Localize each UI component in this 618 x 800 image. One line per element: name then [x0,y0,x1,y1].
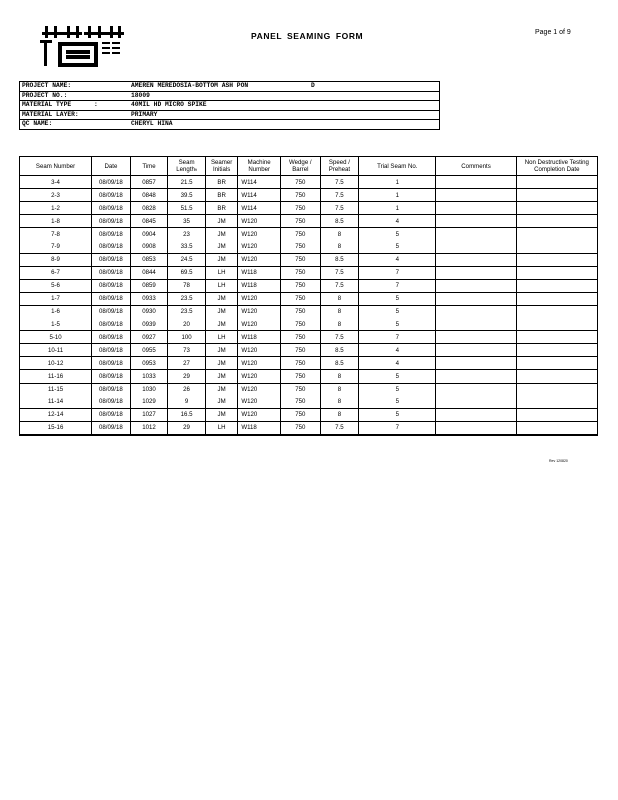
cell-date: 08/09/18 [92,279,131,292]
table-row [20,266,598,279]
cell-time: 0933 [130,292,168,305]
cell-date: 08/09/18 [92,318,131,331]
cell-seam-length: 23.5 [168,292,206,305]
qc-name-value: CHERYL HINA [131,120,173,128]
qc-name-row [20,120,439,129]
cell-nd-testing [516,383,597,396]
cell-machine-number: W120 [238,408,281,421]
cell-machine-number: W114 [238,189,281,202]
cell-seamer-initials: LH [205,421,238,435]
cell-comments [436,292,516,305]
material-layer-label: MATERIAL LAYER: [22,110,79,118]
table-row [20,202,598,215]
cell-date: 08/09/18 [92,344,131,357]
table-row [20,253,598,266]
project-number-value: 18009 [131,91,150,99]
cell-trial-seam: 7 [359,421,436,435]
page-number: Page 1 of 9 [535,29,571,36]
cell-seamer-initials: BR [205,176,238,189]
cell-time: 0828 [130,202,168,215]
cell-machine-number: W120 [238,253,281,266]
qc-name-label: QC NAME: [22,120,53,128]
cell-nd-testing [516,253,597,266]
cell-machine-number: W120 [238,396,281,409]
cell-seam-number: 11-16 [20,370,92,383]
cell-seam-length: 69.5 [168,266,206,279]
cell-wedge-barrel: 750 [281,253,321,266]
cell-seam-number: 7-8 [20,228,92,241]
cell-time: 0859 [130,279,168,292]
cell-speed-preheat: 8 [320,228,359,241]
cell-time: 0939 [130,318,168,331]
table-row [20,305,598,318]
cell-comments [436,370,516,383]
cell-wedge-barrel: 750 [281,396,321,409]
cell-seamer-initials: JM [205,396,238,409]
cell-trial-seam: 5 [359,240,436,253]
cell-nd-testing [516,240,597,253]
cell-seam-number: 1-8 [20,215,92,228]
cell-seam-number: 15-16 [20,421,92,435]
cell-time: 0844 [130,266,168,279]
cell-machine-number: W120 [238,383,281,396]
cell-machine-number: W120 [238,240,281,253]
cell-seamer-initials: JM [205,305,238,318]
cell-seam-length: 39.5 [168,189,206,202]
cell-time: 1029 [130,396,168,409]
table-row [20,331,598,344]
revision-note: Rev 120820 [549,459,568,463]
cell-machine-number: W120 [238,318,281,331]
cell-trial-seam: 4 [359,253,436,266]
cell-comments [436,344,516,357]
col-seamer-initials: Seamer Initials [205,157,238,176]
cell-wedge-barrel: 750 [281,357,321,370]
cell-speed-preheat: 8 [320,408,359,421]
cell-trial-seam: 4 [359,215,436,228]
table-row [20,396,598,409]
cell-wedge-barrel: 750 [281,370,321,383]
cell-seam-number: 1-7 [20,292,92,305]
cell-nd-testing [516,357,597,370]
cell-seamer-initials: BR [205,189,238,202]
seaming-table [19,156,598,436]
cell-seamer-initials: LH [205,331,238,344]
table-row [20,176,598,189]
cell-machine-number: W120 [238,215,281,228]
cell-comments [436,408,516,421]
cell-machine-number: W118 [238,421,281,435]
cell-comments [436,240,516,253]
cell-trial-seam: 5 [359,408,436,421]
cell-wedge-barrel: 750 [281,176,321,189]
project-number-row [20,92,439,102]
cell-time: 0930 [130,305,168,318]
cell-date: 08/09/18 [92,176,131,189]
cell-trial-seam: 5 [359,228,436,241]
cell-seam-number: 2-3 [20,189,92,202]
cell-speed-preheat: 8.5 [320,344,359,357]
cell-comments [436,421,516,435]
cell-date: 08/09/18 [92,266,131,279]
col-nd-testing: Non Destructive Testing Completion Date [516,157,597,176]
cell-date: 08/09/18 [92,240,131,253]
project-name-row [20,82,439,92]
cell-time: 1033 [130,370,168,383]
cell-nd-testing [516,396,597,409]
cell-seamer-initials: JM [205,383,238,396]
table-row [20,240,598,253]
cell-time: 0927 [130,331,168,344]
cell-machine-number: W120 [238,370,281,383]
cell-date: 08/09/18 [92,331,131,344]
cell-time: 0853 [130,253,168,266]
cell-seam-number: 6-7 [20,266,92,279]
cell-speed-preheat: 8 [320,305,359,318]
cell-wedge-barrel: 750 [281,344,321,357]
cell-comments [436,253,516,266]
cell-machine-number: W120 [238,305,281,318]
cell-seamer-initials: JM [205,357,238,370]
cell-wedge-barrel: 750 [281,228,321,241]
cell-wedge-barrel: 750 [281,331,321,344]
project-name-extra: D [311,82,315,89]
cell-speed-preheat: 8.5 [320,253,359,266]
cell-seamer-initials: LH [205,266,238,279]
cell-nd-testing [516,266,597,279]
cell-seam-number: 8-9 [20,253,92,266]
col-speed-preheat: Speed / Preheat [320,157,359,176]
cell-trial-seam: 5 [359,383,436,396]
table-row [20,344,598,357]
cell-speed-preheat: 8 [320,318,359,331]
cell-date: 08/09/18 [92,202,131,215]
material-layer-row [20,111,439,121]
cell-speed-preheat: 8.5 [320,215,359,228]
table-header-row [20,157,598,176]
table-row [20,292,598,305]
cell-comments [436,202,516,215]
cell-trial-seam: 4 [359,357,436,370]
cell-comments [436,331,516,344]
cell-machine-number: W120 [238,344,281,357]
cell-wedge-barrel: 750 [281,202,321,215]
table-row [20,383,598,396]
cell-speed-preheat: 8 [320,370,359,383]
cell-seam-length: 24.5 [168,253,206,266]
table-row [20,215,598,228]
cell-trial-seam: 1 [359,202,436,215]
col-comments: Comments [436,157,516,176]
cell-nd-testing [516,408,597,421]
cell-wedge-barrel: 750 [281,305,321,318]
cell-comments [436,176,516,189]
cell-time: 0857 [130,176,168,189]
cell-speed-preheat: 7.5 [320,331,359,344]
cell-time: 0955 [130,344,168,357]
cell-seam-length: 51.5 [168,202,206,215]
cell-seamer-initials: LH [205,279,238,292]
cell-seamer-initials: JM [205,215,238,228]
cell-speed-preheat: 7.5 [320,202,359,215]
cell-seam-length: 35 [168,215,206,228]
cell-trial-seam: 5 [359,370,436,383]
cell-speed-preheat: 7.5 [320,421,359,435]
cell-nd-testing [516,344,597,357]
cell-nd-testing [516,228,597,241]
cell-wedge-barrel: 750 [281,408,321,421]
cell-nd-testing [516,176,597,189]
cell-date: 08/09/18 [92,215,131,228]
cell-seam-length: 16.5 [168,408,206,421]
cell-date: 08/09/18 [92,357,131,370]
cell-seam-length: 73 [168,344,206,357]
cell-seam-length: 20 [168,318,206,331]
form-title: PANEL SEAMING FORM [251,31,364,41]
cell-nd-testing [516,331,597,344]
material-layer-value: PRIMARY [131,110,158,118]
cell-seamer-initials: JM [205,370,238,383]
cell-time: 0848 [130,189,168,202]
cell-machine-number: W120 [238,292,281,305]
cell-trial-seam: 7 [359,279,436,292]
cell-date: 08/09/18 [92,253,131,266]
cell-speed-preheat: 7.5 [320,266,359,279]
cell-seam-length: 78 [168,279,206,292]
material-type-row [20,101,439,111]
cell-date: 08/09/18 [92,305,131,318]
cell-seam-number: 3-4 [20,176,92,189]
cell-nd-testing [516,370,597,383]
material-type-value: 40MIL HD MICRO SPIKE [131,101,207,109]
cell-comments [436,396,516,409]
project-info-box [19,81,440,130]
cell-seam-number: 12-14 [20,408,92,421]
table-row [20,318,598,331]
cell-wedge-barrel: 750 [281,383,321,396]
table-row [20,370,598,383]
cell-seamer-initials: JM [205,408,238,421]
cell-comments [436,305,516,318]
cell-date: 08/09/18 [92,421,131,435]
company-logo [40,26,130,68]
cell-date: 08/09/18 [92,292,131,305]
cell-machine-number: W120 [238,228,281,241]
cell-comments [436,215,516,228]
project-name-value: AMEREN MEREDOSIA-BOTTOM ASH PON [131,82,249,89]
cell-trial-seam: 7 [359,266,436,279]
cell-time: 0904 [130,228,168,241]
cell-time: 0908 [130,240,168,253]
cell-comments [436,318,516,331]
col-seam-length: Seam Lengthft [168,157,206,176]
cell-speed-preheat: 8 [320,240,359,253]
cell-seamer-initials: JM [205,240,238,253]
material-type-colon: : [94,101,98,109]
cell-seam-length: 33.5 [168,240,206,253]
cell-machine-number: W120 [238,357,281,370]
cell-nd-testing [516,279,597,292]
cell-nd-testing [516,189,597,202]
cell-seam-number: 5-6 [20,279,92,292]
cell-seamer-initials: BR [205,202,238,215]
col-time: Time [130,157,168,176]
cell-time: 0845 [130,215,168,228]
cell-seam-number: 7-9 [20,240,92,253]
cell-seam-number: 1-2 [20,202,92,215]
cell-time: 0953 [130,357,168,370]
table-row [20,279,598,292]
cell-seam-number: 1-5 [20,318,92,331]
cell-trial-seam: 1 [359,189,436,202]
cell-machine-number: W118 [238,331,281,344]
cell-seam-length: 21.5 [168,176,206,189]
cell-wedge-barrel: 750 [281,318,321,331]
cell-date: 08/09/18 [92,383,131,396]
cell-comments [436,357,516,370]
cell-machine-number: W118 [238,279,281,292]
cell-seam-number: 11-14 [20,396,92,409]
project-name-label: PROJECT NAME: [22,82,72,89]
cell-seam-length: 26 [168,383,206,396]
cell-date: 08/09/18 [92,228,131,241]
table-row [20,408,598,421]
cell-time: 1030 [130,383,168,396]
cell-seam-length: 29 [168,421,206,435]
cell-nd-testing [516,292,597,305]
cell-seam-number: 10-12 [20,357,92,370]
cell-date: 08/09/18 [92,396,131,409]
cell-date: 08/09/18 [92,189,131,202]
table-row [20,421,598,435]
cell-comments [436,383,516,396]
cell-seam-number: 10-11 [20,344,92,357]
project-number-label: PROJECT NO.: [22,91,68,99]
cell-trial-seam: 7 [359,331,436,344]
cell-seam-number: 11-15 [20,383,92,396]
cell-speed-preheat: 8.5 [320,357,359,370]
cell-comments [436,228,516,241]
table-row [20,357,598,370]
cell-trial-seam: 5 [359,292,436,305]
cell-comments [436,189,516,202]
cell-speed-preheat: 8 [320,396,359,409]
cell-nd-testing [516,215,597,228]
cell-trial-seam: 5 [359,396,436,409]
cell-wedge-barrel: 750 [281,292,321,305]
col-date: Date [92,157,131,176]
cell-wedge-barrel: 750 [281,421,321,435]
cell-wedge-barrel: 750 [281,266,321,279]
cell-seam-length: 27 [168,357,206,370]
cell-wedge-barrel: 750 [281,240,321,253]
cell-seam-number: 1-6 [20,305,92,318]
cell-nd-testing [516,305,597,318]
material-type-label: MATERIAL TYPE [22,101,72,109]
cell-seamer-initials: JM [205,228,238,241]
cell-date: 08/09/18 [92,408,131,421]
cell-wedge-barrel: 750 [281,189,321,202]
cell-seam-length: 23 [168,228,206,241]
cell-time: 1012 [130,421,168,435]
cell-wedge-barrel: 750 [281,279,321,292]
cell-speed-preheat: 8 [320,383,359,396]
cell-trial-seam: 1 [359,176,436,189]
cell-speed-preheat: 7.5 [320,176,359,189]
cell-trial-seam: 4 [359,344,436,357]
cell-machine-number: W114 [238,202,281,215]
cell-seam-length: 29 [168,370,206,383]
cell-machine-number: W118 [238,266,281,279]
cell-speed-preheat: 7.5 [320,189,359,202]
table-row [20,189,598,202]
col-seam-number: Seam Number [20,157,92,176]
table-row [20,228,598,241]
cell-time: 1027 [130,408,168,421]
cell-machine-number: W114 [238,176,281,189]
cell-seam-number: 5-10 [20,331,92,344]
cell-seam-length: 100 [168,331,206,344]
col-wedge-barrel: Wedge / Barrel [281,157,321,176]
cell-seamer-initials: JM [205,344,238,357]
cell-trial-seam: 5 [359,305,436,318]
cell-date: 08/09/18 [92,370,131,383]
cell-speed-preheat: 8 [320,292,359,305]
cell-seamer-initials: JM [205,253,238,266]
cell-comments [436,279,516,292]
cell-seamer-initials: JM [205,318,238,331]
cell-seam-length: 23.5 [168,305,206,318]
col-machine-number: Machine Number [238,157,281,176]
cell-nd-testing [516,318,597,331]
cell-trial-seam: 5 [359,318,436,331]
col-trial-seam: Trial Seam No. [359,157,436,176]
cell-comments [436,266,516,279]
cell-seam-length: 9 [168,396,206,409]
cell-nd-testing [516,421,597,435]
cell-nd-testing [516,202,597,215]
cell-speed-preheat: 7.5 [320,279,359,292]
cell-wedge-barrel: 750 [281,215,321,228]
cell-seamer-initials: JM [205,292,238,305]
